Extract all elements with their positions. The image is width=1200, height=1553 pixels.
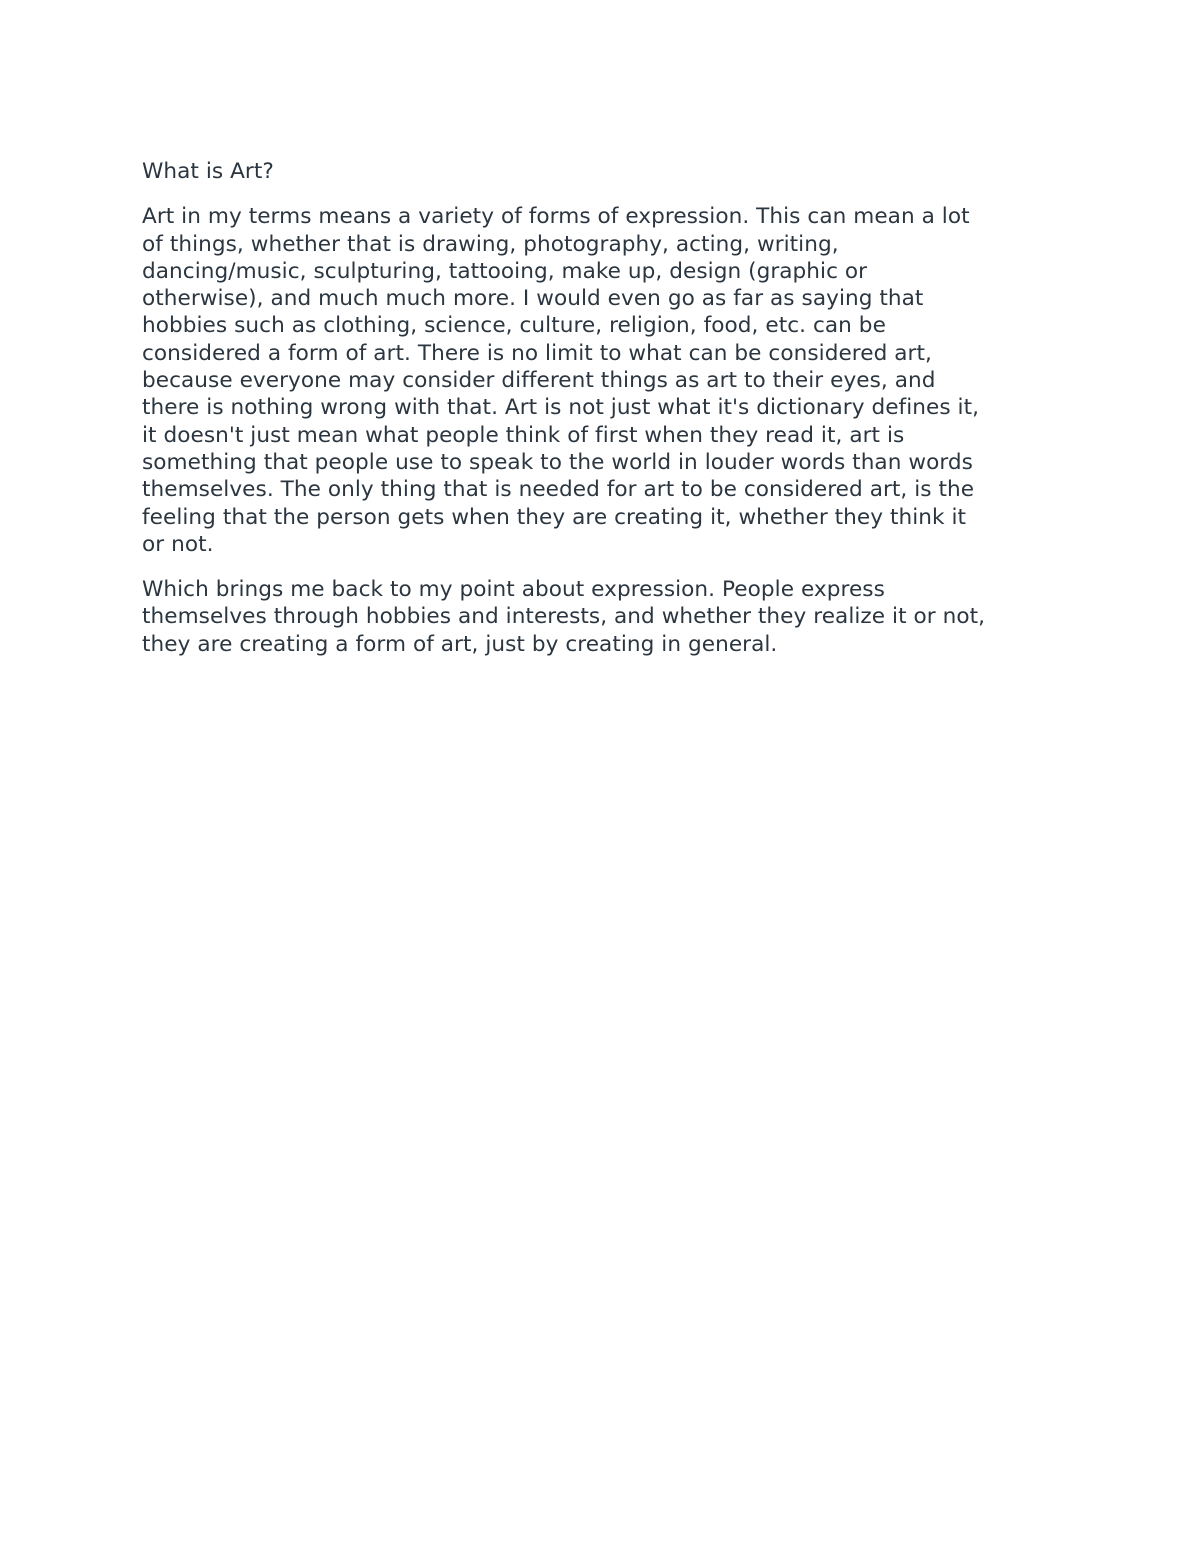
paragraph-line: themselves through hobbies and interests, and whether they realize it or not, xyxy=(142,604,986,630)
paragraph-line: themselves. The only thing that is needed for art to be considered art, is the xyxy=(142,477,975,503)
paragraph-line: dancing/music, sculpturing, tattooing, make up, design (graphic or xyxy=(142,258,868,284)
paragraph-line: they are creating a form of art, just by creating in general. xyxy=(142,631,778,657)
paragraph-line: considered a form of art. There is no limit to what can be considered art, xyxy=(142,340,932,366)
paragraph-line: Art in my terms means a variety of forms of expression. This can mean a lot xyxy=(142,204,970,230)
paragraph-line: feeling that the person gets when they are creating it, whether they think it xyxy=(142,504,967,530)
paragraph-line: it doesn't just mean what people think of first when they read it, art is xyxy=(142,422,905,448)
paragraph-2 xyxy=(142,576,1062,658)
paragraph-line: otherwise), and much much more. I would even go as far as saying that xyxy=(142,286,924,312)
paragraph-line: something that people use to speak to the world in louder words than words xyxy=(142,449,973,475)
paragraph-line: or not. xyxy=(142,531,214,557)
document-title: What is Art? xyxy=(142,159,274,184)
paragraph-line: Which brings me back to my point about expression. People express xyxy=(142,577,885,603)
document-body xyxy=(142,158,1062,676)
paragraph-line: because everyone may consider different things as art to their eyes, and xyxy=(142,368,936,394)
paragraph-line: hobbies such as clothing, science, culture, religion, food, etc. can be xyxy=(142,313,886,339)
paragraph-line: there is nothing wrong with that. Art is not just what it's dictionary defines it, xyxy=(142,395,980,421)
paragraph-line: of things, whether that is drawing, photography, acting, writing, xyxy=(142,231,839,257)
paragraph-1 xyxy=(142,203,1062,558)
